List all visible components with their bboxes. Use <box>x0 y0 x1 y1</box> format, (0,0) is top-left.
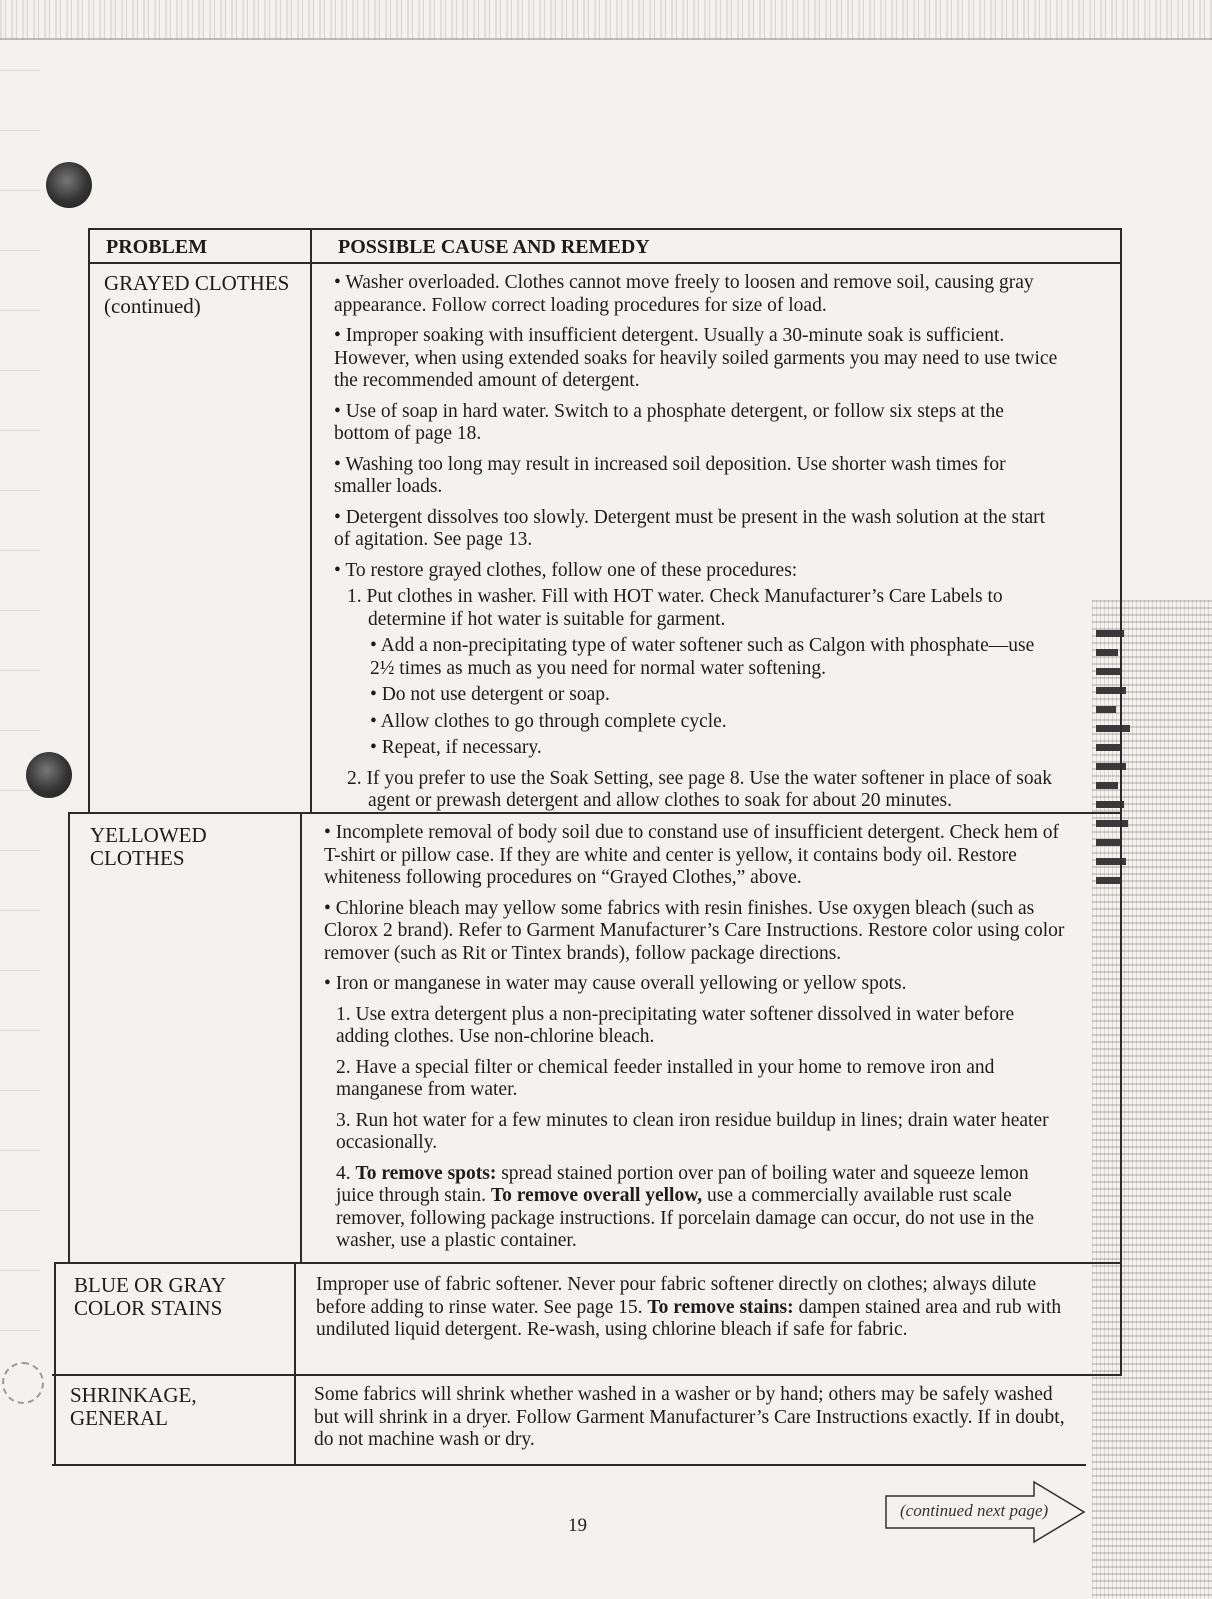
column-divider-2 <box>300 812 302 1264</box>
header-bottom-border <box>88 262 1122 264</box>
left-border-mid <box>68 812 70 1264</box>
remedy-yellowed-clothes <box>324 822 1068 1261</box>
remedy-color-stains: Improper use of fabric softener. Never pour fabric softener directly on clothes; always dilute before adding to rinse water. See page 15. To remove stains: dampen stained area and rub with undiluted liquid detergent. Re-wash, using chlorine bleach if safe for fabric. <box>316 1274 1062 1340</box>
remedy-paragraph: • Chlorine bleach may yellow some fabrics with resin finishes. Use oxygen bleach (such as Clorox 2 brand). Refer to Garment Manufacturer’s Care Instructions. Restore color using color remover (such as Rit or Tintex brands), follow package directions. <box>324 897 1065 964</box>
problem-grayed-clothes: GRAYED CLOTHES (continued) <box>104 271 290 318</box>
table-bottom-border <box>52 1464 1086 1466</box>
restore-sub-bullets <box>334 635 1062 760</box>
iron-step: 3. Run hot water for a few minutes to clean iron residue buildup in lines; drain water heater occasionally. <box>336 1109 1049 1153</box>
restore-step-2: 2. If you prefer to use the Soak Setting, see page 8. Use the water softener in place of soak agent or prewash detergent and allow clothes to soak for about 20 minutes. <box>347 767 1053 811</box>
scan-bars-right <box>1096 630 1136 896</box>
punch-hole-top <box>46 162 92 208</box>
page-number: 19 <box>568 1515 587 1536</box>
problem-yellowed-clothes: YELLOWED CLOTHES <box>90 823 207 870</box>
row2-bottom-border <box>54 1262 1122 1264</box>
restore-step-1: 1. Put clothes in washer. Fill with HOT water. Check Manufacturer’s Care Labels to determine if hot water is suitable for garment. <box>347 586 1003 630</box>
sub-bullet: • Repeat, if necessary. <box>370 737 542 758</box>
iron-step-4: 4. To remove spots: spread stained portion over pan of boiling water and squeeze lemon juice through stain. To remove overall yellow, use a commercially available rust scale remover, following package instructions. If porcelain damage can occur, do not use in the washer, use a plastic container. <box>336 1162 1035 1251</box>
problem-shrinkage: SHRINKAGE, GENERAL <box>70 1383 197 1430</box>
remedy-paragraph: • Detergent dissolves too slowly. Detergent must be present in the wash solution at the start of agitation. See page 13. <box>334 506 1046 550</box>
problem-color-stains: BLUE OR GRAY COLOR STAINS <box>74 1273 227 1320</box>
column-divider-3 <box>294 1262 296 1466</box>
troubleshooting-table <box>52 228 1086 1466</box>
iron-step: 1. Use extra detergent plus a non-precipitating water softener dissolved in water before adding clothes. Use non-chlorine bleach. <box>336 1003 1015 1047</box>
remedy-paragraph: • Improper soaking with insufficient detergent. Usually a 30-minute soak is sufficient. However, when using extended soaks for heavily soiled garments you may need to use twice the recommended amount of detergent. <box>334 325 1058 391</box>
sub-bullet: • Do not use detergent or soap. <box>370 684 610 705</box>
table-top-border <box>88 228 1122 230</box>
header-problem: PROBLEM <box>106 236 208 258</box>
scan-noise-top <box>0 0 1212 40</box>
punch-hole-bottom <box>2 1362 44 1404</box>
row3-bottom-border <box>52 1374 1122 1376</box>
scan-line-top <box>0 38 1212 40</box>
remedy-paragraph: • Washing too long may result in increased soil deposition. Use shorter wash times for smaller loads. <box>334 453 1006 497</box>
continued-next-page: (continued next page) <box>900 1501 1049 1520</box>
iron-step: 2. Have a special filter or chemical feeder installed in your home to remove iron and manganese from water. <box>336 1056 995 1100</box>
remedy-grayed-clothes <box>334 272 1062 821</box>
sub-bullet: • Allow clothes to go through complete cycle. <box>370 710 727 732</box>
header-cause: POSSIBLE CAUSE AND REMEDY <box>338 236 650 258</box>
remedy-shrinkage: Some fabrics will shrink whether washed in a washer or by hand; others may be safely washed but will shrink in a dryer. Follow Garment Manufacturer’s Care Instructions exactly. If in doubt, do not machine wash or dry. <box>314 1384 1065 1450</box>
remedy-paragraph: • Use of soap in hard water. Switch to a phosphate detergent, or follow six steps at the bottom of page 18. <box>334 400 1004 444</box>
left-border-top <box>88 228 90 812</box>
remedy-paragraph: • To restore grayed clothes, follow one of these procedures: <box>334 559 798 581</box>
right-border <box>1120 228 1122 1376</box>
remedy-paragraph: • Incomplete removal of body soil due to constand use of insufficient detergent. Check hem of T-shirt or pillow case. If they are white and center is yellow, it contains body oil. Restore whiteness following procedures on “Grayed Clothes,” above. <box>324 822 1060 888</box>
remedy-paragraph: • Washer overloaded. Clothes cannot move freely to loosen and remove soil, causing gray appearance. Follow correct loading procedures for size of load. <box>334 272 1034 316</box>
left-border-low <box>54 1262 56 1466</box>
scan-noise-left <box>0 40 40 1340</box>
sub-bullet: • Add a non-precipitating type of water softener such as Calgon with phosphate—use 2½ times as much as you need for normal water softening. <box>370 635 1035 679</box>
column-divider-1 <box>310 228 312 812</box>
remedy-paragraph: • Iron or manganese in water may cause overall yellowing or yellow spots. <box>324 973 907 994</box>
